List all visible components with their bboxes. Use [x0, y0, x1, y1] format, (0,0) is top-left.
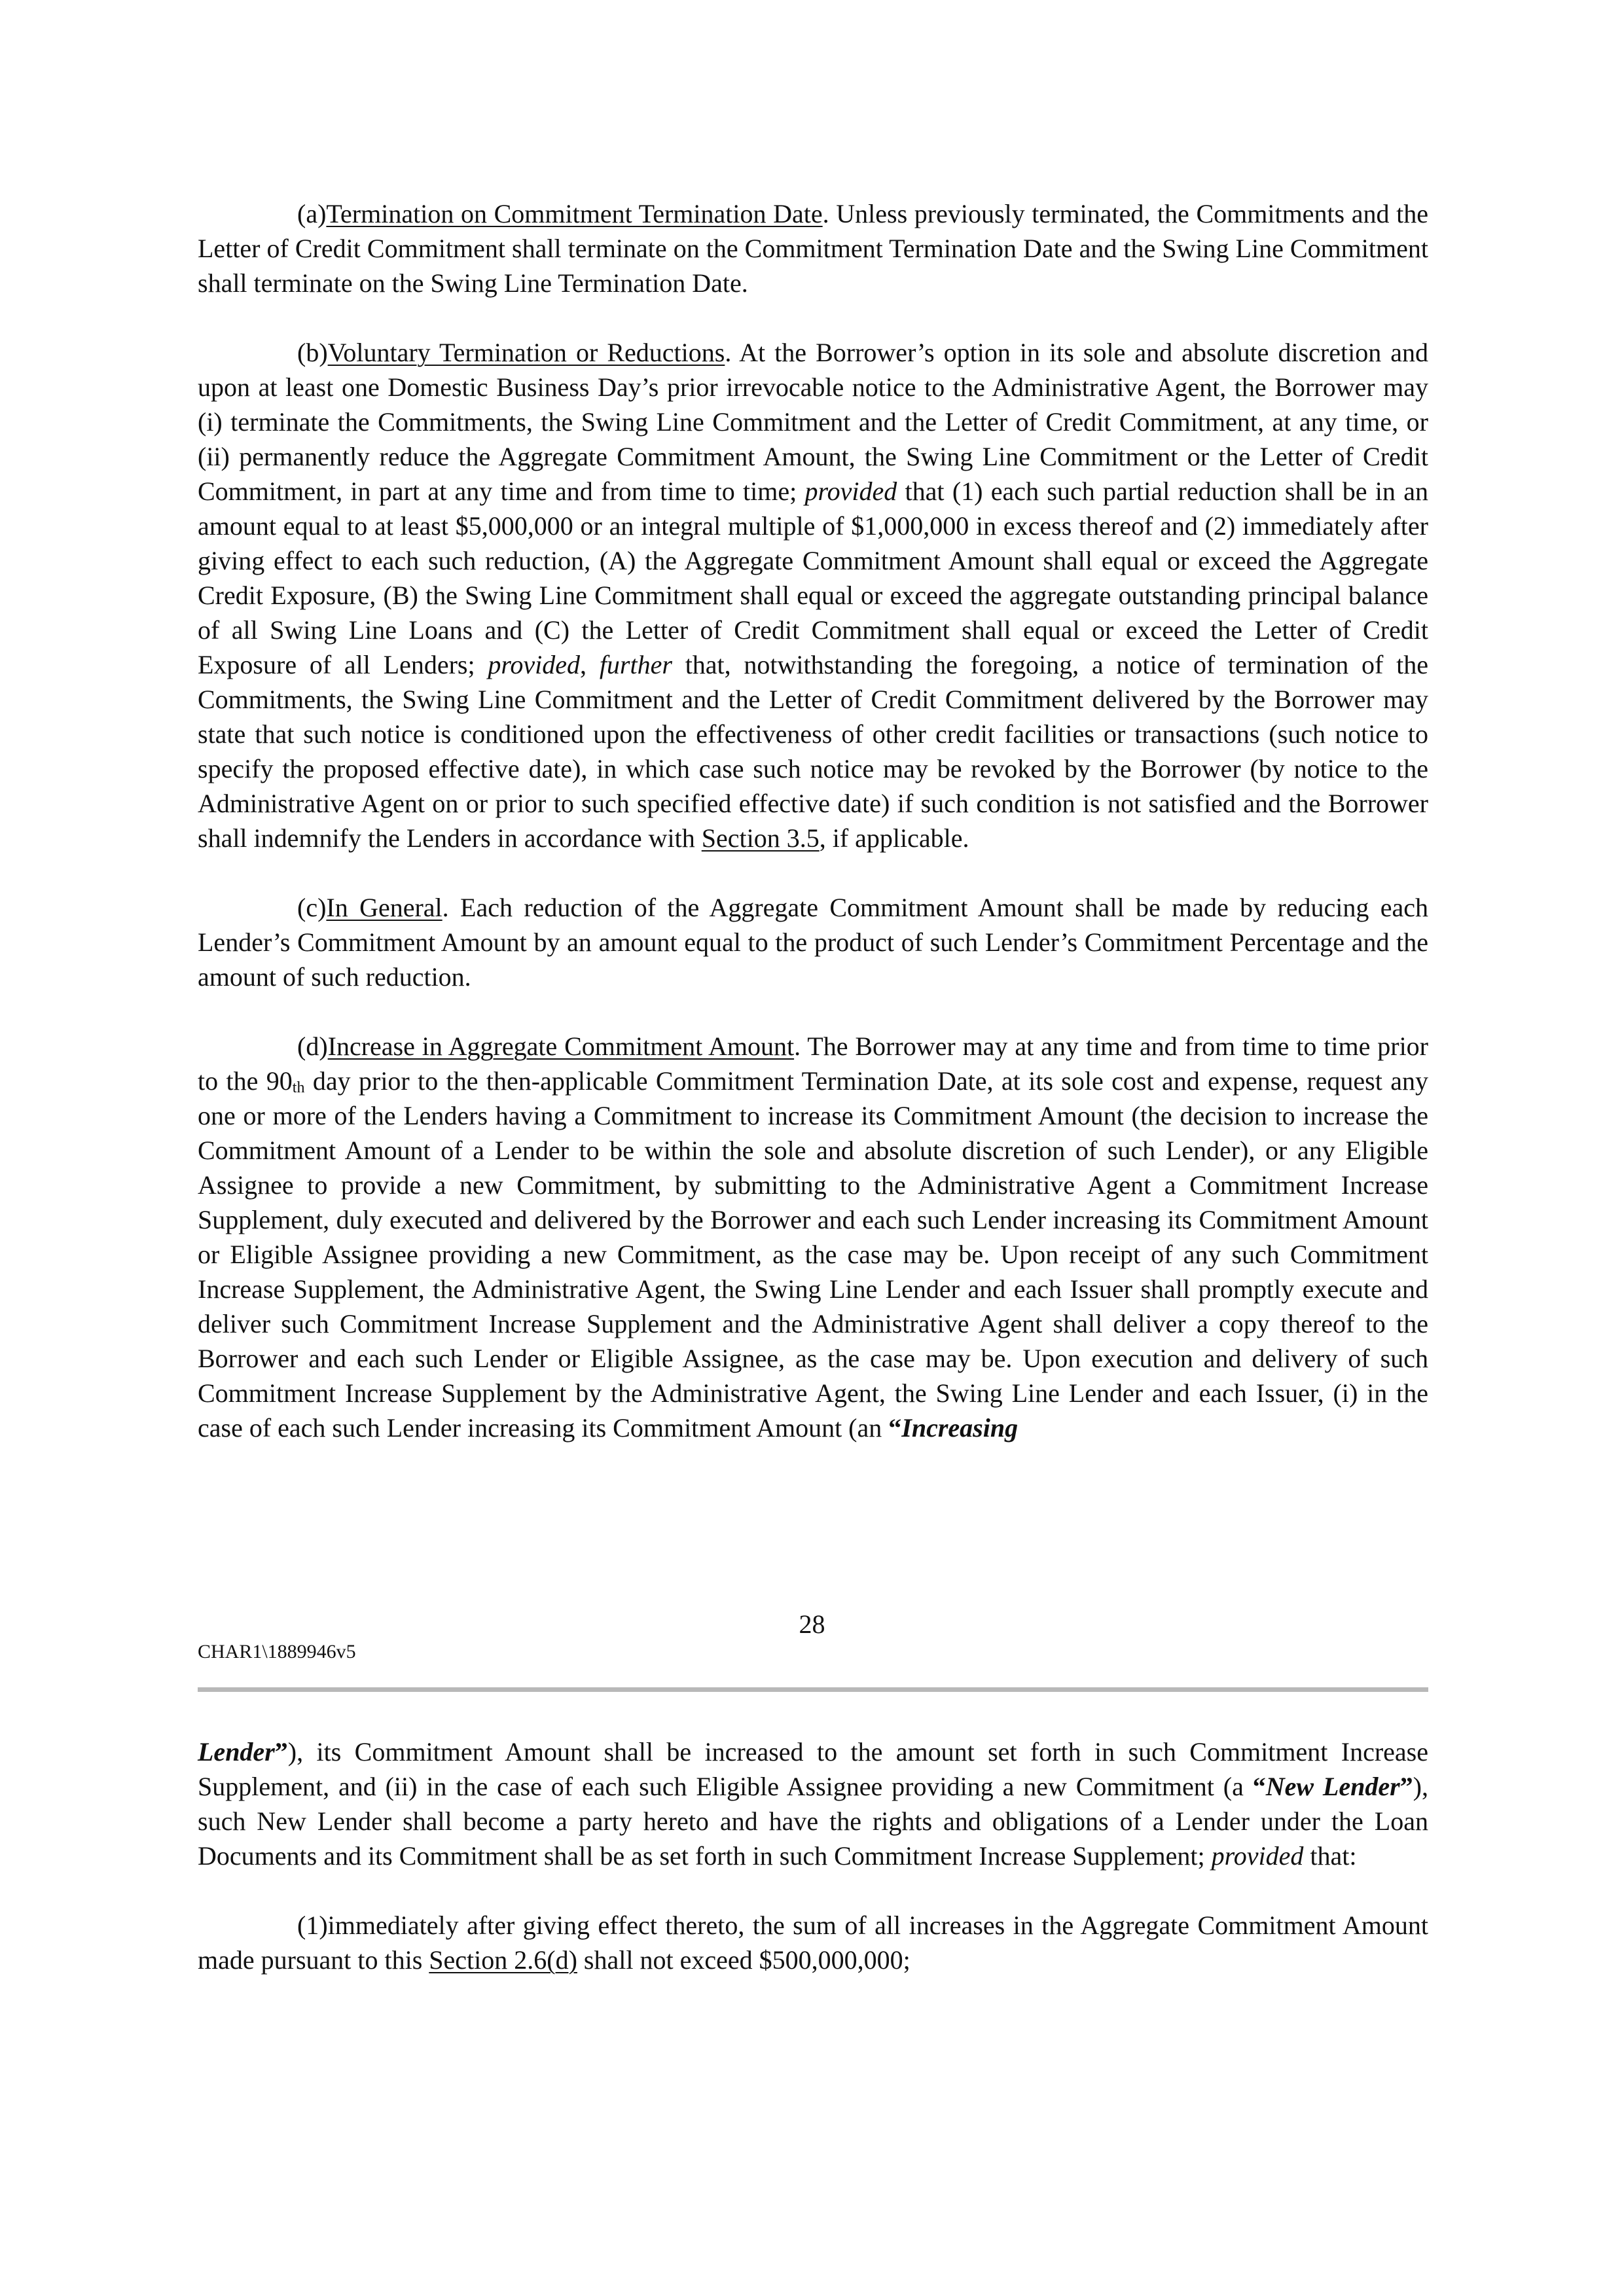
defined-term-new-lender: New Lender [1265, 1772, 1400, 1801]
paragraph-b-text-3: that, notwithstanding the foregoing, a notice of termination of the Commitments, the Swing Line Commitment and the Letter of Credit Commitment delivered by the Borrower may state that such notice is conditioned upon the effectiveness of other credit facilities or transactions (such notice to specify the proposed effective date), in which case such notice may be revoked by the Borrower (by notice to the Administrative Agent on or prior to such specified effective date) if such condition is not satisfied and the Borrower shall indemnify the Lenders in accordance with [198, 650, 1428, 853]
paragraph-b-further: further [599, 650, 672, 679]
paragraph-b [198, 335, 1428, 855]
page-break-divider [198, 1687, 1428, 1692]
paragraph-a-text: . Unless previously terminated, the Commitments and the Letter of Credit Commitment shall terminate on the Commitment Termination Date and the Swing Line Commitment shall terminate on the Swing Line Termination Date. [198, 199, 1428, 298]
item-1-section-ref: Section 2.6(d) [429, 1945, 577, 1975]
item-1-text-1: immediately after giving effect thereto, the sum of all increases in the Aggregate Commitment Amount made pursuant to this [198, 1910, 1428, 1975]
paragraph-c-number: (c) [297, 893, 327, 922]
item-1-text-2: shall not exceed $500,000,000; [577, 1945, 911, 1975]
paragraph-b-number: (b) [297, 338, 328, 367]
defined-term-lender: Lender [198, 1737, 275, 1767]
item-1-number: (1) [297, 1910, 328, 1940]
paragraph-a [198, 196, 1428, 300]
page-number: 28 [799, 1609, 825, 1639]
new-lender-close-quote: ” [1399, 1772, 1413, 1801]
paragraph-b-text-4: , if applicable. [819, 823, 969, 853]
continued-text-1: ), its Commitment Amount shall be increased to the amount set forth in such Commitment Increase Supplement, and (ii) in the case of each such Eligible Assignee providing a new Commitment (a [198, 1737, 1428, 1801]
continued-text-3: that: [1303, 1841, 1357, 1871]
paragraph-d-heading: Increase in Aggregate Commitment Amount [327, 1031, 795, 1061]
paragraph-b-comma: , [580, 650, 600, 679]
paragraph-a-number: (a) [297, 199, 327, 228]
new-lender-open-quote: “ [1252, 1772, 1266, 1801]
document-id: CHAR1\1889946v5 [198, 1641, 356, 1662]
continued-text-2: ), such New Lender shall become a party hereto and have the rights and obligations of a Lender under the Loan Documents and its Commitment shall be as set forth in such Commitment Increase Supplement; [198, 1772, 1428, 1871]
ordinal-suffix: th [292, 1079, 305, 1096]
paragraph-b-heading: Voluntary Termination or Reductions [327, 338, 725, 367]
item-1 [198, 1908, 1428, 1977]
paragraph-d-number: (d) [297, 1031, 328, 1061]
paragraph-d-continued [198, 1734, 1428, 1873]
paragraph-d-text-2: day prior to the then-applicable Commitment Termination Date, at its sole cost and expense, request any one or more of the Lenders having a Commitment to increase its Commitment Amount (the decision to increase the Commitment Amount of a Lender to be within the sole and absolute discretion of such Lender), or any Eligible Assignee to provide a new Commitment, by submitting to the Administrative Agent a Commitment Increase Supplement, duly executed and delivered by the Borrower and each such Lender increasing its Commitment Amount or Eligible Assignee providing a new Commitment, as the case may be. Upon receipt of any such Commitment Increase Supplement, the Administrative Agent, the Swing Line Lender and each Issuer shall promptly execute and deliver such Commitment Increase Supplement and the Administrative Agent shall deliver a copy thereof to the Borrower and each such Lender or Eligible Assignee, as the case may be. Upon execution and delivery of such Commitment Increase Supplement by the Administrative Agent, the Swing Line Lender and each Issuer, (i) in the case of each such Lender increasing its Commitment Amount (an [198, 1066, 1428, 1443]
paragraph-d [198, 1029, 1428, 1445]
defined-term-open-quote: “ [888, 1413, 902, 1443]
page-1-body [198, 196, 1428, 1445]
paragraph-b-section-ref: Section 3.5 [701, 823, 820, 853]
paragraph-a-heading: Termination on Commitment Termination Date [326, 199, 823, 228]
page-2-body [198, 1734, 1428, 1977]
defined-term-increasing: Increasing [901, 1413, 1019, 1443]
paragraph-d-text-1: . The Borrower may at any time and from time to time prior to the 90 [198, 1031, 1429, 1096]
defined-term-close-quote: ” [274, 1737, 288, 1767]
paragraph-c-heading: In General [326, 893, 442, 922]
paragraph-c-text: . Each reduction of the Aggregate Commitment Amount shall be made by reducing each Lender’s Commitment Amount by an amount equal to the product of such Lender’s Commitment Percentage and the amount of such reduction. [198, 893, 1429, 992]
paragraph-b-text-1: . At the Borrower’s option in its sole and absolute discretion and upon at least one Domestic Business Day’s prior irrevocable notice to the Administrative Agent, the Borrower may (i) terminate the Commitments, the Swing Line Commitment and the Letter of Credit Commitment, at any time, or (ii) permanently reduce the Aggregate Commitment Amount, the Swing Line Commitment or the Letter of Credit Commitment, in part at any time and from time to time; [198, 338, 1429, 506]
continued-provided: provided [1211, 1841, 1304, 1871]
paragraph-b-provided-1: provided [804, 476, 897, 506]
paragraph-b-text-2: that (1) each such partial reduction shall be in an amount equal to at least $5,000,000 or an integral multiple of $1,000,000 in excess thereof and (2) immediately after giving effect to each such reduction, (A) the Aggregate Commitment Amount shall equal or exceed the Aggregate Credit Exposure, (B) the Swing Line Commitment shall equal or exceed the aggregate outstanding principal balance of all Swing Line Loans and (C) the Letter of Credit Commitment shall equal or exceed the Letter of Credit Exposure of all Lenders; [198, 476, 1428, 679]
paragraph-b-provided-2: provided [488, 650, 581, 679]
paragraph-c [198, 890, 1428, 994]
